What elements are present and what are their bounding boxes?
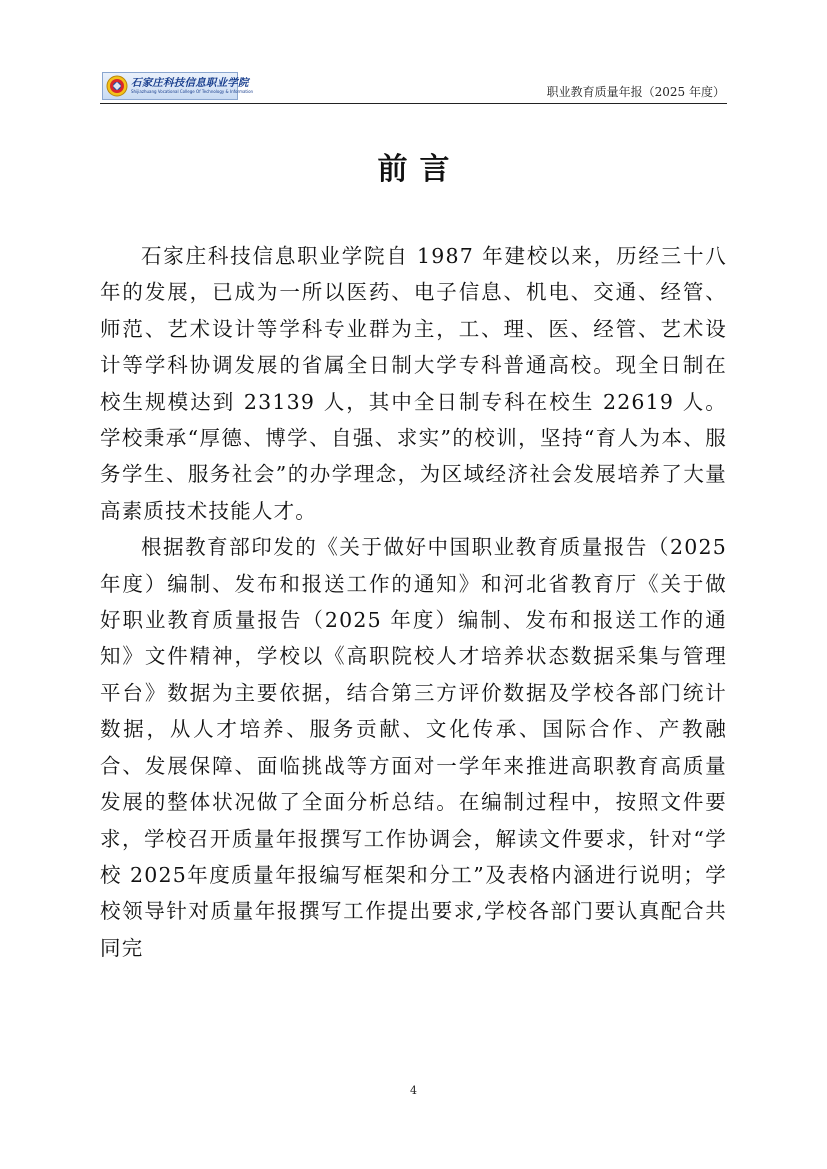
- paragraph-1: 石家庄科技信息职业学院自 1987 年建校以来，历经三十八年的发展，已成为一所以医药、电子信息、机电、交通、经管、师范、艺术设计等学科专业群为主，工、理、医、经管、艺术设计等学科协调发展的省属全日制大学专科普通高校。现全日制在校生规模达到 23139 人，其中全日制专科在校生 22619 人。学校秉承“厚德、博学、自强、求实”的校训，坚持“育人为本、服务学生、服务社会”的办学理念，为区域经济社会发展培养了大量高素质技术技能人才。: [100, 244, 727, 523]
- body-text: [100, 238, 727, 966]
- college-logo: [102, 72, 254, 100]
- paragraph-2: 根据教育部印发的《关于做好中国职业教育质量报告（2025年度）编制、发布和报送工作的通知》和河北省教育厅《关于做好职业教育质量报告（2025 年度）编制、发布和报送工作的通知》文件精神，学校以《高职院校人才培养状态数据采集与管理平台》数据为主要依据，结合第三方评价数据及学校各部门统计数据，从人才培养、服务贡献、文化传承、国际合作、产教融合、发展保障、面临挑战等方面对一学年来推进高职教育高质量发展的整体状况做了全面分析总结。在编制过程中，按照文件要求，学校召开质量年报撰写工作协调会，解读文件要求，针对“学校 2025年度质量年报编写框架和分工”及表格内涵进行说明；学校领导针对质量年报撰写工作提出要求,学校各部门要认真配合共同完: [100, 535, 727, 960]
- logo-college-name: 石家庄科技信息职业学院: [131, 76, 249, 89]
- report-header-title: 职业教育质量年报（2025 年度）: [546, 85, 725, 99]
- page-header: [100, 70, 727, 104]
- college-emblem-icon: [106, 75, 128, 97]
- page-title: 前言: [377, 152, 462, 187]
- logo-english-name: Shijiazhuang Vocational College Of Technology & Information: [131, 89, 254, 95]
- page-number: 4: [410, 1084, 417, 1097]
